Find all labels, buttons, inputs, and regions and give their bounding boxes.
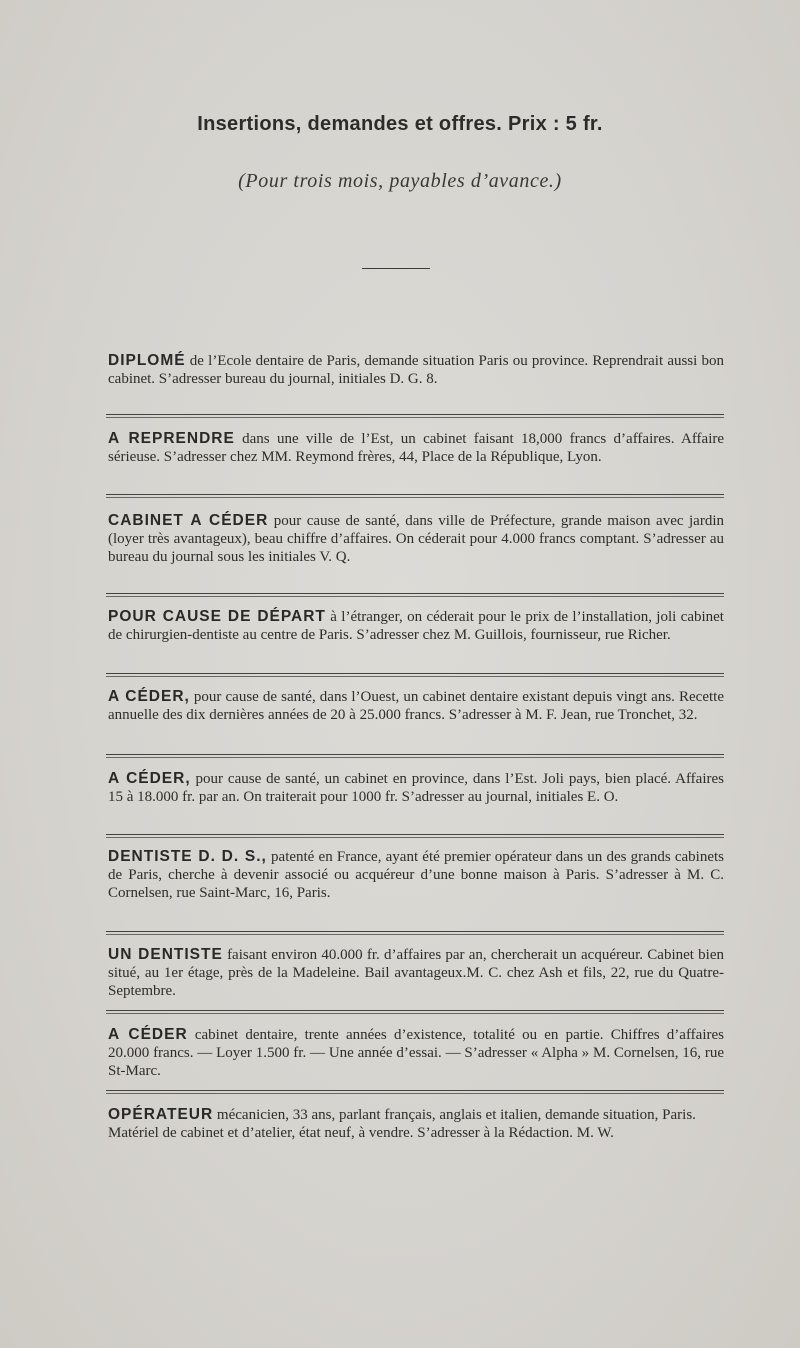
ad-a-reprendre: [108, 430, 724, 466]
ad-diplome: [108, 352, 724, 388]
ad-text: dans une ville de l’Est, un cabinet faisant 18,000 francs d’affaires. Affaire sérieuse. S’adresser chez MM. Reymond frères, 44, Place de la République, Lyon.: [108, 431, 725, 465]
ad-operateur: [108, 1106, 724, 1142]
ad-text: patenté en France, ayant été premier opérateur dans un des grands cabinets de Paris, cherche à devenir associé ou acquéreur d’une bonne maison à Paris. S’adresser à M. C. Cornelsen, rue Saint-Marc, 16, Paris.: [108, 849, 725, 901]
ad-lead: A CÉDER: [108, 1026, 188, 1043]
ad-lead: A CÉDER,: [108, 688, 190, 705]
ad-separator: [106, 1010, 724, 1011]
page-subtitle: (Pour trois mois, payables d’avance.): [238, 170, 562, 192]
ad-a-ceder-cabinet: [108, 1026, 724, 1080]
ad-separator: [106, 754, 724, 755]
ad-text: de l’Ecole dentaire de Paris, demande situation Paris ou province. Reprendrait aussi bon cabinet. S’adresser bureau du journal, initiales D. G. 8.: [108, 353, 724, 387]
ad-separator: [106, 494, 724, 495]
ad-un-dentiste: [108, 946, 724, 1000]
ad-dentiste-dds: [108, 848, 724, 902]
ad-lead: UN DENTISTE: [108, 946, 223, 963]
ad-lead: CABINET A CÉDER: [108, 512, 269, 529]
ad-separator: [106, 1090, 724, 1091]
ad-text: à l’étranger, on céderait pour le prix de l’installation, joli cabinet de chirurgien-dentiste au centre de Paris. S’adresser chez M. Guillois, fournisseur, rue Richer.: [108, 609, 724, 643]
ad-a-ceder-est: [108, 770, 724, 806]
ad-text: mécanicien, 33 ans, parlant français, anglais et italien, demande situation, Paris.: [213, 1107, 696, 1123]
ad-text: pour cause de santé, dans ville de Préfecture, grande maison avec jardin (loyer très avantageux), beau chiffre d’affaires. On céderait pour 4.000 francs comptant. S’adresser au bureau du journal sous les initiales V. Q.: [108, 513, 724, 565]
ad-lead: OPÉRATEUR: [108, 1106, 214, 1123]
ad-separator: [106, 931, 724, 932]
ad-lead: DENTISTE D. D. S.,: [108, 848, 267, 865]
ad-lead: POUR CAUSE DE DÉPART: [108, 608, 326, 625]
ad-a-ceder-ouest: [108, 688, 724, 724]
ad-text: faisant environ 40.000 fr. d’affaires par an, chercherait un acquéreur. Cabinet bien situé, au 1er étage, près de la Madeleine. Bail avantageux.M. C. chez Ash et fils, 22, rue du Quatre-Septembre.: [108, 947, 724, 999]
title-divider: [362, 268, 430, 269]
ad-separator: [106, 673, 724, 674]
ad-text: pour cause de santé, un cabinet en province, dans l’Est. Joli pays, bien placé. Affaires 15 à 18.000 fr. par an. On traiterait pour 1000 fr. S’adresser au journal, initiales E. O.: [108, 771, 724, 805]
ad-pour-cause-de-depart: [108, 608, 724, 644]
ad-text: pour cause de santé, dans l’Ouest, un cabinet dentaire existant depuis vingt ans. Recette annuelle des dix dernières années de 20 à 25.000 francs. S’adresser à M. F. Jean, rue Tronchet, 32.: [108, 689, 724, 723]
ad-cabinet-a-ceder: [108, 512, 724, 566]
ad-extra-text: Matériel de cabinet et d’atelier, état neuf, à vendre. S’adresser à la Rédaction. M. W.: [108, 1125, 614, 1141]
ad-separator: [106, 834, 724, 835]
ad-lead: DIPLOMÉ: [108, 352, 186, 369]
ad-lead: A REPRENDRE: [108, 430, 235, 447]
ad-separator: [106, 414, 724, 415]
ad-text: cabinet dentaire, trente années d’existence, totalité ou en partie. Chiffres d’affaires 20.000 francs. — Loyer 1.500 fr. — Une année d’essai. — S’adresser « Alpha » M. Cornelsen, 16, rue St-Marc.: [108, 1027, 724, 1079]
page-title: Insertions, demandes et offres. Prix : 5 fr.: [197, 113, 603, 135]
ad-separator: [106, 593, 724, 594]
ad-lead: A CÉDER,: [108, 770, 191, 787]
